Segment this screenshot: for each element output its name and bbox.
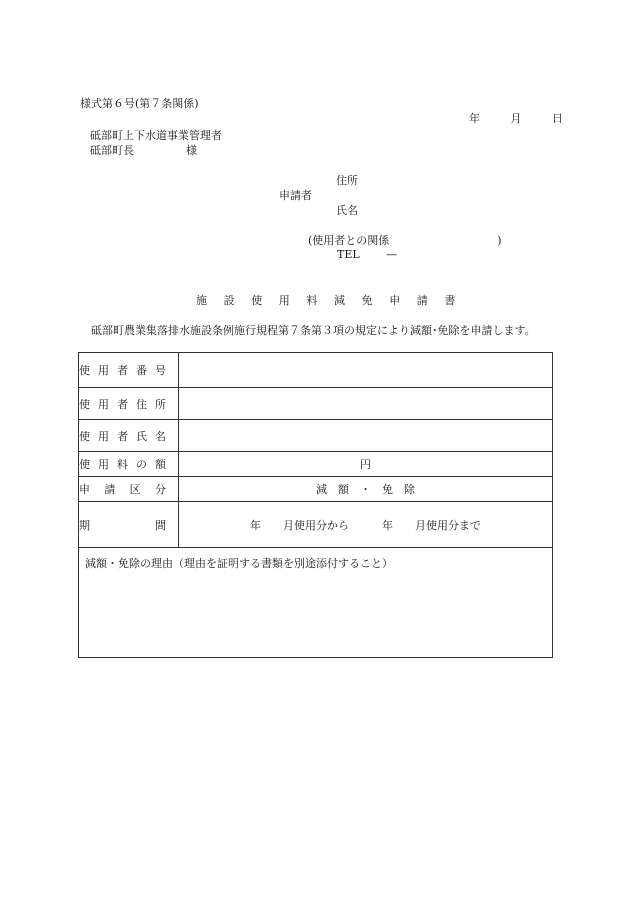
fee-amount-field[interactable]: 円 <box>179 452 553 477</box>
label-char: 号 <box>155 364 166 377</box>
tel-separator: — <box>386 248 397 261</box>
row-label <box>79 477 179 502</box>
reason-label: 減額・免除の理由（理由を証明する書類を別途添付すること） <box>85 557 393 570</box>
addressee-line-1: 砥部町上下水道事業管理者 <box>90 129 222 142</box>
date-month: 月 <box>510 112 522 125</box>
date-year: 年 <box>469 112 480 125</box>
table-row <box>79 388 553 420</box>
label-char: 料 <box>117 458 128 471</box>
relation-line <box>308 232 502 248</box>
label-char: 分 <box>154 483 166 496</box>
label-char: 氏 <box>136 429 147 443</box>
table-row <box>79 353 553 388</box>
label-char: 使 <box>79 458 90 471</box>
document-title: 施設使用料減免申請書 <box>196 294 472 307</box>
table-row <box>79 420 553 452</box>
label-char: 額 <box>155 458 166 471</box>
reason-field[interactable] <box>79 548 553 658</box>
statement: 砥部町農業集落排水施設条例施行規程第７条第３項の規定により減額･免除を申請します。 <box>91 324 536 337</box>
label-char: 期 <box>79 518 90 532</box>
row-label <box>79 388 179 420</box>
relation-close: ) <box>497 234 502 247</box>
honorific: 様 <box>186 144 197 157</box>
label-char: 使 <box>79 429 90 443</box>
user-name-field[interactable] <box>179 420 553 452</box>
user-address-field[interactable] <box>179 388 553 420</box>
label-char: 番 <box>136 364 147 377</box>
label-char: 名 <box>155 429 166 443</box>
label-char: 用 <box>98 429 109 443</box>
table-row <box>79 502 553 548</box>
label-char: 者 <box>117 397 128 411</box>
label-char: 所 <box>155 397 166 411</box>
label-char: 用 <box>98 364 109 377</box>
label-char: 住 <box>136 397 147 411</box>
table-row <box>79 452 553 477</box>
user-number-field[interactable] <box>179 353 553 388</box>
row-label <box>79 502 179 548</box>
relation-open: (使用者との関係 <box>308 234 390 247</box>
table-row <box>79 548 553 658</box>
table-row <box>79 477 553 502</box>
label-char: 申 <box>79 483 90 496</box>
date-day: 日 <box>552 112 563 125</box>
row-label <box>79 452 179 477</box>
label-char: 用 <box>98 458 109 471</box>
row-label <box>79 353 179 388</box>
label-char: 区 <box>129 483 141 496</box>
date-line <box>469 110 563 126</box>
label-char: の <box>136 458 147 471</box>
row-label <box>79 420 179 452</box>
tel-label: TEL <box>337 248 360 261</box>
period-field[interactable]: 年 月使用分から 年 月使用分まで <box>179 502 553 548</box>
label-char: 者 <box>117 364 128 377</box>
label-char: 者 <box>117 429 128 443</box>
label-char: 使 <box>79 397 90 411</box>
application-table <box>78 352 553 658</box>
applicant-label: 申請者 <box>279 189 312 202</box>
label-char: 間 <box>155 518 166 532</box>
label-char: 請 <box>104 483 116 496</box>
label-char: 使 <box>79 364 90 377</box>
form-number: 様式第６号(第７条関係) <box>80 97 199 110</box>
application-type-field[interactable]: 減 額 ・ 免 除 <box>179 477 553 502</box>
label-char: 用 <box>98 397 109 411</box>
address-label: 住所 <box>336 174 358 187</box>
addressee-line-2: 砥部町長 <box>90 144 134 157</box>
name-label: 氏名 <box>336 204 358 217</box>
